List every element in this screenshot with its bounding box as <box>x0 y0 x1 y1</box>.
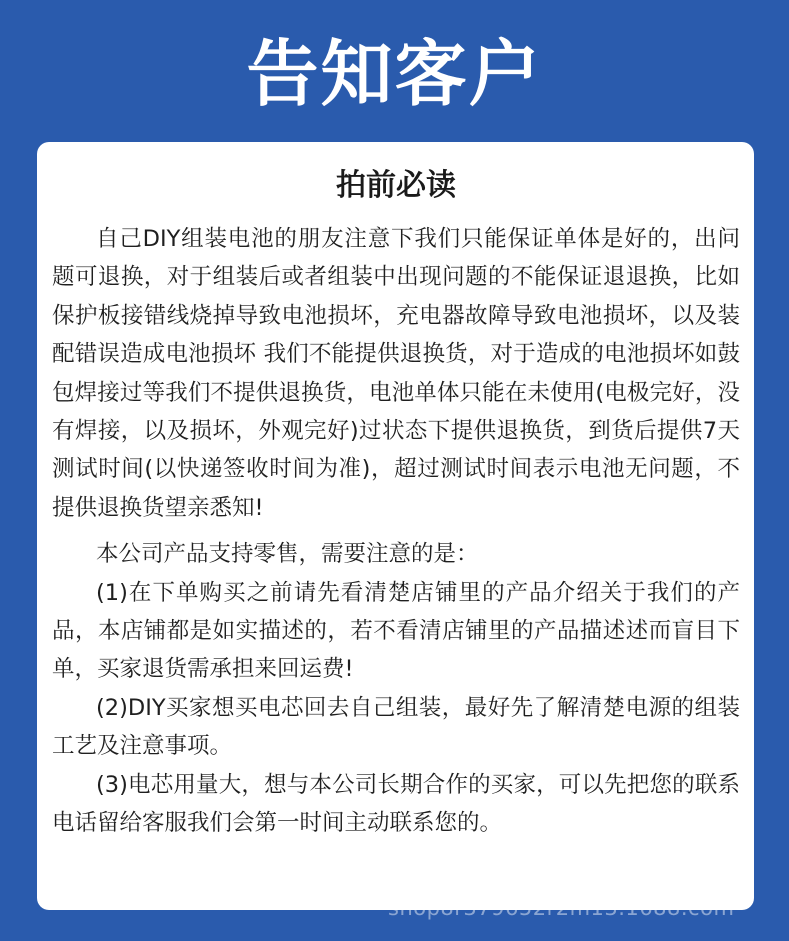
notice-card <box>37 142 754 910</box>
notice-paragraph-item-3: (3)电芯用量大，想与本公司长期合作的买家，可以先把您的联系电话留给客服我们会第一时间主动联系您的。 <box>52 771 740 837</box>
notice-paragraph-retail: 本公司产品支持零售，需要注意的是： <box>96 541 479 568</box>
notice-paragraph-item-2: (2)DIY买家想买电芯回去自己组装，最好先了解清楚电源的组装工艺及注意事项。 <box>52 694 740 760</box>
notice-paragraph-diy-warning: 自己DIY组装电池的朋友注意下我们只能保证单体是好的，出问题可退换，对于组装后或者组装中出现问题的不能保证退退换，比如保护板接错线烧掉导致电池损坏，充电器故障导致电池损坏，以及装配错误造成电池损坏 我们不能提供退换货，对于造成的电池损坏如鼓包焊接过等我们不提供退换货，电池单体只能在未使用(电极完好，没有焊接，以及损坏，外观完好)过状态下提供退换货，到货后提供7天测试时间(以快递签收时间为准)，超过测试时间表示电池无问题，不提供退换货望亲悉知! <box>52 226 740 521</box>
shop-watermark: shop8r379652r2m13.1688.com <box>388 896 735 920</box>
notice-title: 拍前必读 <box>336 168 456 203</box>
notice-paragraph-item-1: (1)在下单购买之前请先看清楚店铺里的产品介绍关于我们的产品，本店铺都是如实描述的，若不看清店铺里的产品描述述而盲目下单，买家退货需承担来回运费! <box>52 579 740 683</box>
page-title: 告知客户 <box>246 32 543 116</box>
